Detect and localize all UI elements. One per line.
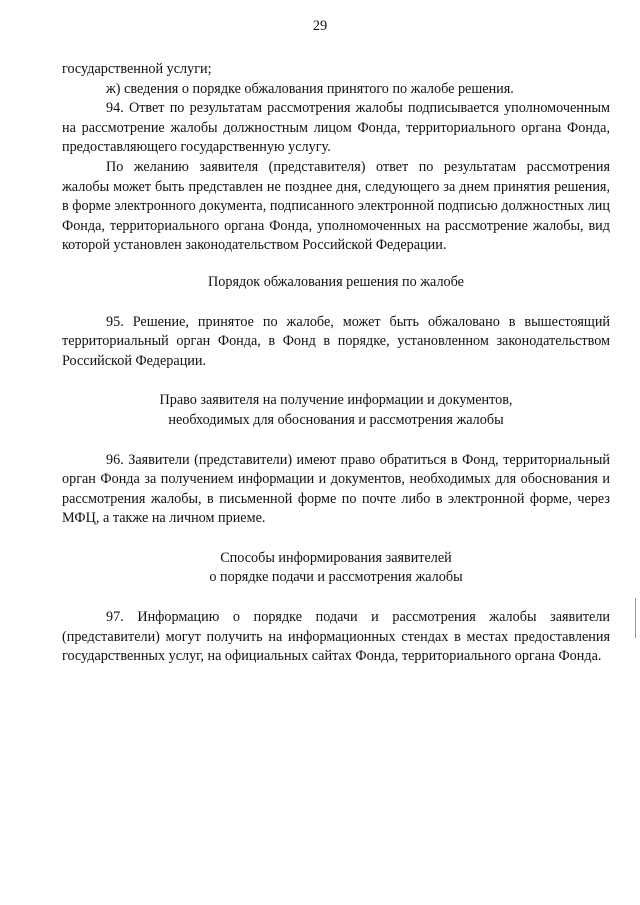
section-heading-informing-methods xyxy=(62,549,610,588)
paragraph-96: 96. Заявители (представители) имеют право обратиться в Фонд, территориальный орган Фонда за получением информации и документов, необходимых для обоснования и рассмотрения жалобы, в письменной форме по почте либо в электронной форме, через МФЦ, а также на личном приеме. xyxy=(62,451,610,527)
paragraph-continuation: государственной услуги; xyxy=(62,61,212,77)
section-heading-appeal-procedure xyxy=(62,273,610,293)
paragraph-97: 97. Информацию о порядке подачи и рассмотрения жалобы заявители (представители) могут получить на информационных стендах в местах предоставления государственных услуг, на официальных сайтах Фонда, территориального органа Фонда. xyxy=(62,609,610,665)
heading-line: необходимых для обоснования и рассмотрения жалобы xyxy=(168,411,504,428)
paragraph-94: 94. Ответ по результатам рассмотрения жалобы подписывается уполномоченным на рассмотрение жалобы должностным лицом Фонда, территориального органа Фонда, предоставляющего государственную услугу. xyxy=(62,100,610,156)
heading-line: Способы информирования заявителей xyxy=(220,549,452,566)
section-heading-right-to-information xyxy=(62,391,610,430)
paragraph-item-zh: ж) сведения о порядке обжалования принятого по жалобе решения. xyxy=(106,80,514,97)
scan-edge-mark xyxy=(635,598,636,638)
paragraph-95: 95. Решение, принятое по жалобе, может быть обжаловано в вышестоящий территориальный орган Фонда, в Фонд в порядке, установленном законодательством Российской Федерации. xyxy=(62,313,610,369)
heading-line: о порядке подачи и рассмотрения жалобы xyxy=(209,569,463,586)
paragraph-94-continued: По желанию заявителя (представителя) ответ по результатам рассмотрения жалобы может быть представлен не позднее дня, следующего за днем принятия решения, в форме электронного документа, подписанного электронной подписью должностных лиц Фонда, территориального органа Фонда, уполномоченных на рассмотрение жалобы, вид которой установлен законодательством Российской Федерации. xyxy=(62,158,610,254)
page-number: 29 xyxy=(312,18,328,34)
document-body xyxy=(62,60,610,667)
heading-line: Право заявителя на получение информации и документов, xyxy=(159,392,513,409)
heading-line: Порядок обжалования решения по жалобе xyxy=(208,273,464,290)
